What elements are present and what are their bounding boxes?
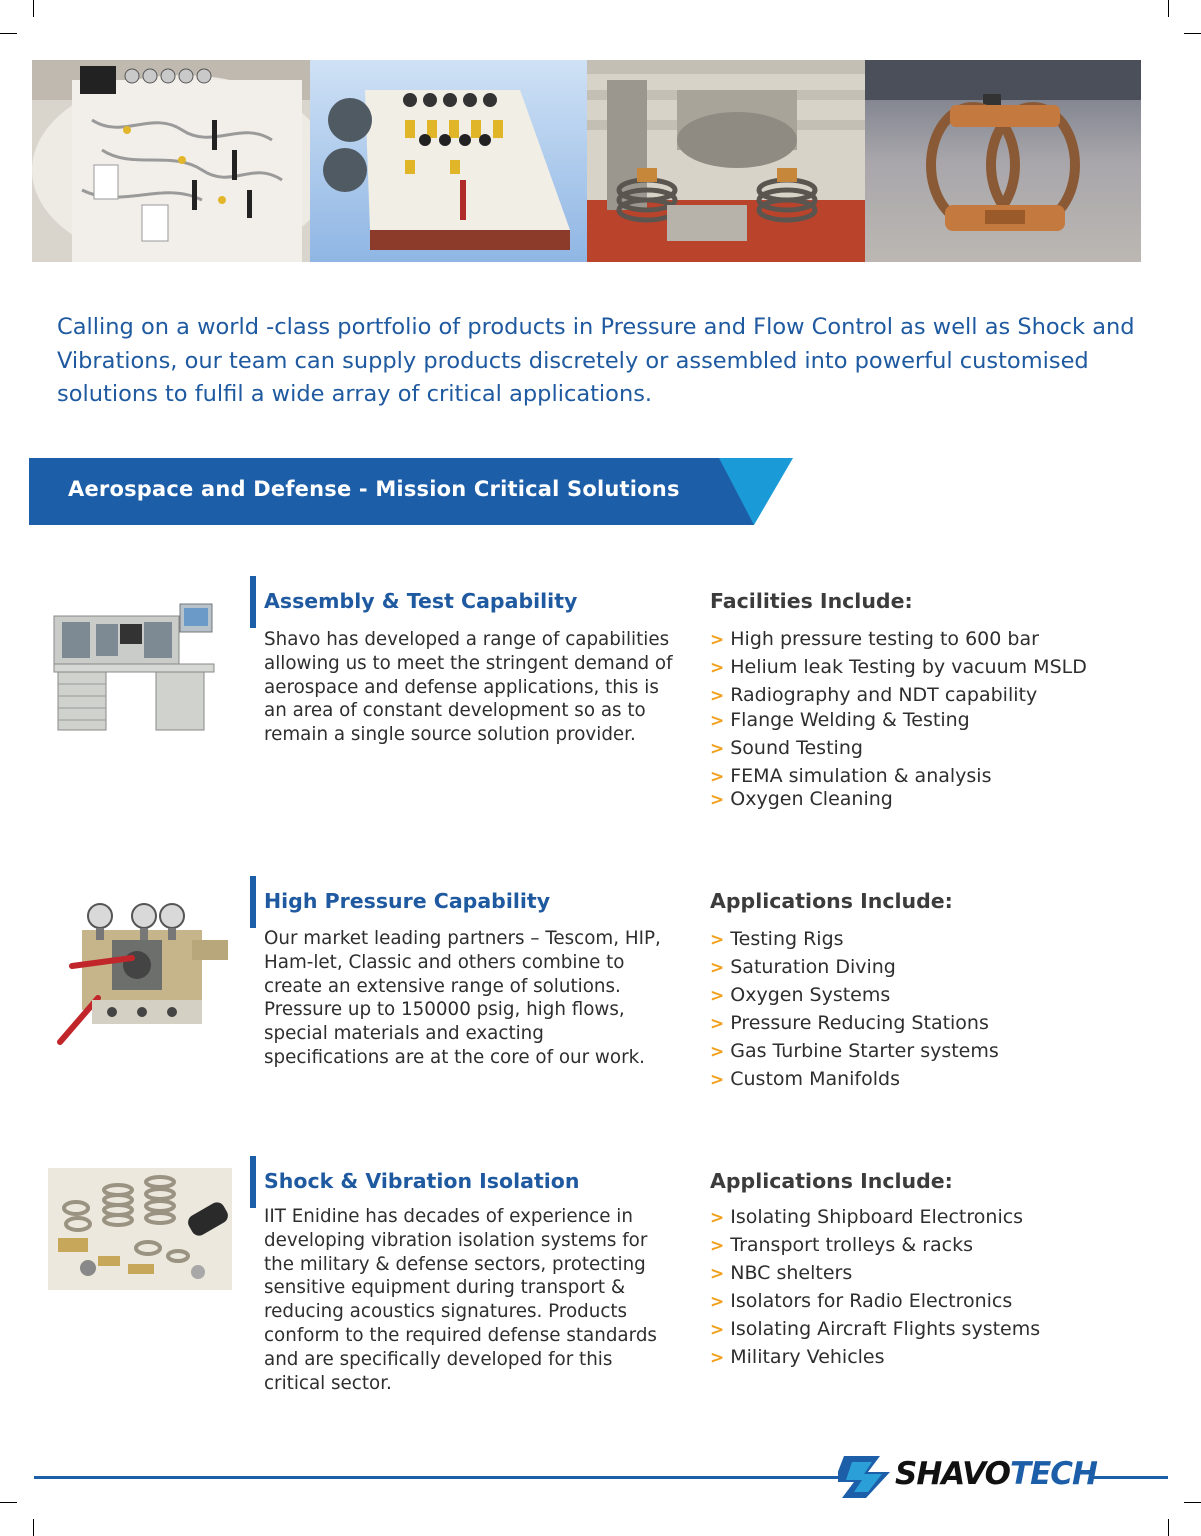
chevron-icon: > (710, 739, 725, 759)
chevron-icon: > (710, 1208, 725, 1228)
list-item: > Isolating Shipboard Electronics (710, 1206, 1024, 1228)
chevron-icon: > (710, 790, 725, 810)
list-item: > Sound Testing (710, 737, 863, 759)
photo-gas-panel (310, 60, 587, 262)
footer-rule-left (34, 1476, 852, 1479)
banner-title: Aerospace and Defense - Mission Critical Solutions (68, 477, 680, 501)
list-item: > Pressure Reducing Stations (710, 1012, 989, 1034)
list-item: > Transport trolleys & racks (710, 1234, 974, 1256)
header-photo-strip (32, 60, 1141, 262)
section-description: Our market leading partners – Tescom, HIP, Ham-let, Classic and others combine to create an extensive range of solutions. Pressure up to 150000 psig, high flows, special materials and exacting specifications are at the core of our work. (264, 928, 661, 1068)
list-item: > NBC shelters (710, 1262, 853, 1284)
chevron-icon: > (710, 1236, 725, 1256)
photo-wire-rope-isolator (865, 60, 1141, 262)
chevron-icon: > (710, 1320, 725, 1340)
chevron-icon: > (710, 658, 725, 678)
list-title: Facilities Include: (710, 589, 913, 613)
crop-mark (1184, 33, 1201, 34)
isolators-image (48, 1168, 232, 1290)
section-description: Shavo has developed a range of capabilities allowing us to meet the stringent demand of aerospace and defense applications, this is an area of constant development so as to remain a single source solution provider. (264, 629, 673, 746)
list-title: Applications Include: (710, 1169, 953, 1193)
chevron-icon: > (710, 767, 725, 787)
section-title: Assembly & Test Capability (264, 589, 578, 613)
list-item: > Testing Rigs (710, 928, 844, 950)
crop-mark (0, 1502, 17, 1503)
list-item: > Oxygen Cleaning (710, 788, 893, 810)
chevron-icon: > (710, 986, 725, 1006)
intro-paragraph: Calling on a world -class portfolio of products in Pressure and Flow Control as well as Shock and Vibrations, our team can supply products discretely or assembled into powerful customised solutions to fulfil a wide array of critical applications. (57, 314, 1135, 407)
section-accent-bar (250, 576, 256, 628)
company-logo-text: SHAVOTECH (895, 1456, 1097, 1492)
list-item: > Flange Welding & Testing (710, 709, 970, 731)
chevron-icon: > (710, 630, 725, 650)
chevron-icon: > (710, 1070, 725, 1090)
crop-mark (0, 33, 17, 34)
crop-mark (1168, 0, 1169, 17)
section-description: IIT Enidine has decades of experience in developing vibration isolation systems for the military & defense sectors, protecting sensitive equipment during transport & reducing acoustics signatures. Products conform to the required defense standards and are specifically developed for this critical sector. (264, 1206, 657, 1394)
manifold-image (52, 900, 232, 1048)
list-item: > Custom Manifolds (710, 1068, 900, 1090)
list-item: > Military Vehicles (710, 1346, 885, 1368)
photo-vehicle-isolators (587, 60, 865, 262)
chevron-icon: > (710, 930, 725, 950)
chevron-icon: > (710, 958, 725, 978)
chevron-icon: > (710, 686, 725, 706)
chevron-icon: > (710, 1348, 725, 1368)
chevron-icon: > (710, 1292, 725, 1312)
chevron-icon: > (710, 711, 725, 731)
test-bench-image (52, 598, 217, 733)
list-item: > Helium leak Testing by vacuum MSLD (710, 656, 1087, 678)
crop-mark (33, 1519, 34, 1536)
chevron-icon: > (710, 1264, 725, 1284)
section-title: Shock & Vibration Isolation (264, 1169, 580, 1193)
list-item: > Radiography and NDT capability (710, 684, 1038, 706)
section-title: High Pressure Capability (264, 889, 551, 913)
chevron-icon: > (710, 1042, 725, 1062)
photo-pressure-chamber (32, 60, 310, 262)
list-title: Applications Include: (710, 889, 953, 913)
list-item: > FEMA simulation & analysis (710, 765, 992, 787)
list-item: > Gas Turbine Starter systems (710, 1040, 999, 1062)
list-item: > Isolating Aircraft Flights systems (710, 1318, 1041, 1340)
section-accent-bar (250, 876, 256, 928)
list-item: > Saturation Diving (710, 956, 896, 978)
crop-mark (1168, 1519, 1169, 1536)
section-accent-bar (250, 1156, 256, 1208)
crop-mark (1184, 1502, 1201, 1503)
list-item: > Oxygen Systems (710, 984, 891, 1006)
list-item: > Isolators for Radio Electronics (710, 1290, 1013, 1312)
crop-mark (33, 0, 34, 17)
list-item: > High pressure testing to 600 bar (710, 628, 1039, 650)
chevron-icon: > (710, 1014, 725, 1034)
